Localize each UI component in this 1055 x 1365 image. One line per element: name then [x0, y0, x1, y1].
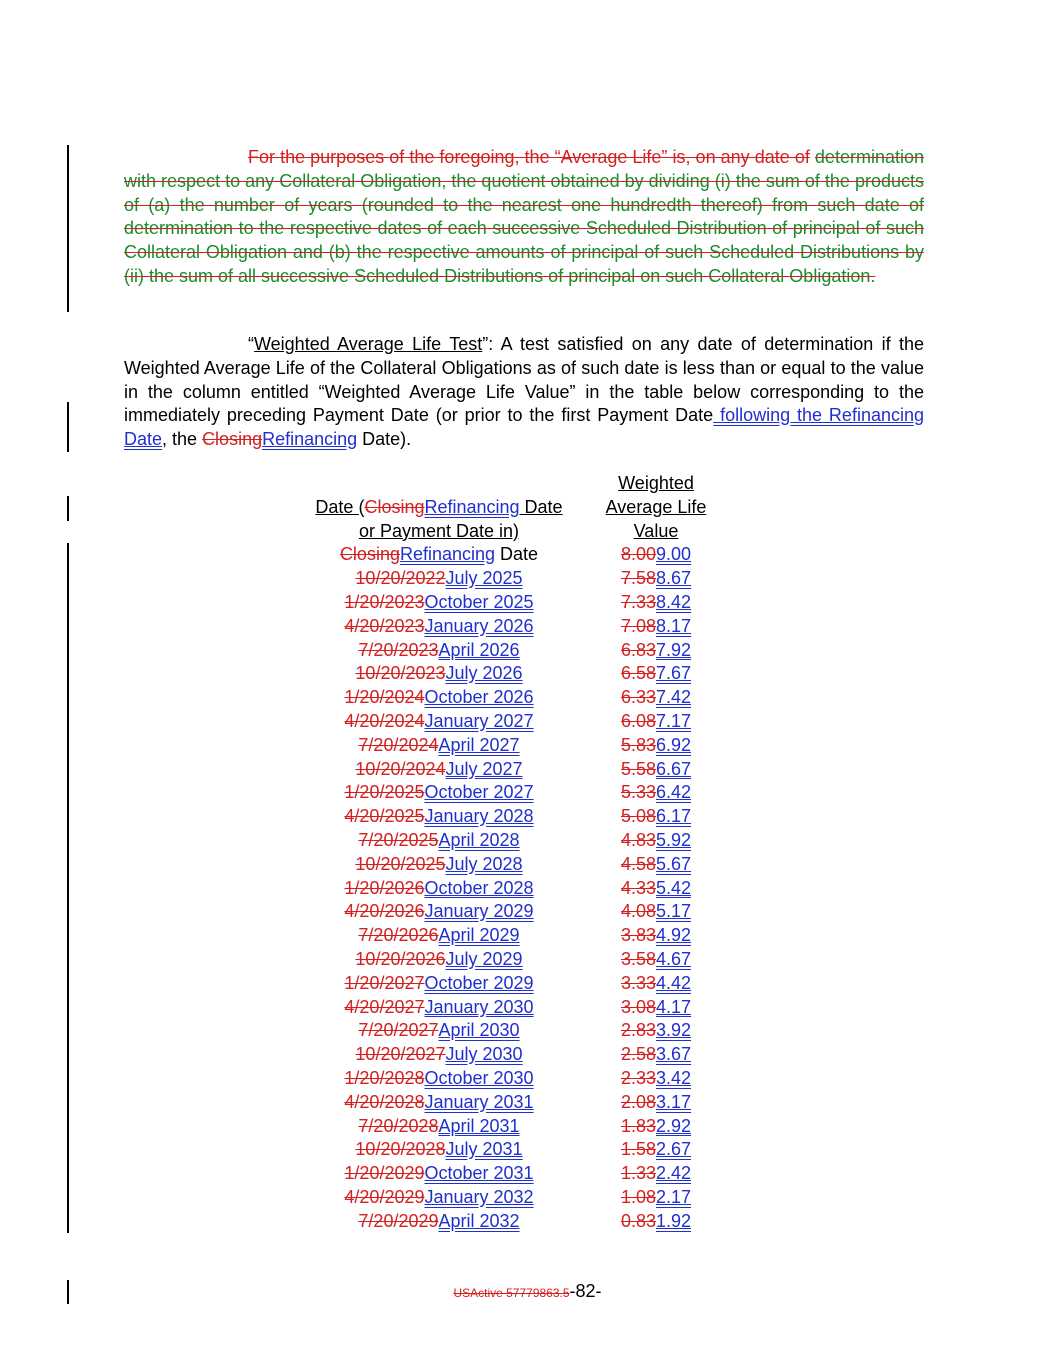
- deleted-value: 6.83: [620, 639, 656, 660]
- deleted-value: 5.83: [620, 734, 656, 755]
- deleted-value: 1.83: [620, 1115, 656, 1136]
- table-row: [300, 924, 750, 948]
- table-row: [300, 853, 750, 877]
- table-row: [300, 1138, 750, 1162]
- table-row: [300, 1186, 750, 1210]
- inserted-date: July 2026: [445, 663, 523, 684]
- inserted-value: 6.92: [656, 734, 692, 755]
- inserted-value: 5.17: [656, 901, 692, 922]
- deleted-date: 4/20/2028: [344, 1091, 425, 1112]
- weighted-average-life-table: [300, 472, 750, 1234]
- deleted-value: 1.33: [620, 1163, 656, 1184]
- table-row: [300, 1019, 750, 1043]
- inserted-value: 2.17: [656, 1186, 692, 1207]
- change-bar: [67, 543, 69, 1233]
- inserted-value: 1.92: [656, 1210, 692, 1231]
- table-row: [300, 567, 750, 591]
- inserted-value: 7.92: [656, 639, 692, 660]
- deleted-date: 10/20/2025: [355, 853, 446, 874]
- header-col2-line3: Value: [633, 520, 679, 541]
- inserted-date: April 2031: [438, 1115, 520, 1136]
- deleted-value: 1.58: [620, 1139, 656, 1160]
- table-row: [300, 591, 750, 615]
- body-text: A test satisfied on any date of determination if the Weighted Average Life of the Collateral Obligations as of such date is less than or equal to the value in the column entitled “Weighted Average Life Value” in the table below corresponding to the immediately preceding Payment Date (or prior to the first Payment Date: [124, 334, 925, 426]
- inserted-text: Refinancing: [262, 429, 358, 450]
- inserted-value: 7.67: [656, 663, 692, 684]
- inserted-date: July 2025: [445, 568, 523, 589]
- table-header-row: [300, 496, 750, 520]
- table-row: [300, 734, 750, 758]
- deleted-date: 7/20/2026: [358, 925, 439, 946]
- header-col2-line2: Average Life: [605, 496, 707, 517]
- average-life-definition: [124, 146, 924, 289]
- inserted-value: 2.67: [656, 1139, 692, 1160]
- header-col1-line2: or Payment Date in): [358, 520, 520, 541]
- inserted-date: January 2027: [424, 710, 534, 731]
- deleted-value: 4.33: [620, 877, 656, 898]
- table-row: [300, 543, 750, 567]
- table-row: [300, 1162, 750, 1186]
- inserted-value: 4.42: [656, 972, 692, 993]
- inserted-value: 5.42: [656, 877, 692, 898]
- inserted-date: October 2029: [424, 972, 534, 993]
- inserted-date: January 2029: [424, 901, 534, 922]
- deleted-value: 5.08: [620, 806, 656, 827]
- table-row: [300, 710, 750, 734]
- deleted-date: 7/20/2028: [358, 1115, 439, 1136]
- inserted-date: April 2027: [438, 734, 520, 755]
- inserted-value: 7.17: [656, 710, 692, 731]
- deleted-value: 2.58: [620, 1044, 656, 1065]
- deleted-text: Closing: [202, 429, 263, 450]
- deleted-value: 6.58: [620, 663, 656, 684]
- inserted-date: April 2026: [438, 639, 520, 660]
- deleted-date: 7/20/2027: [358, 1020, 439, 1041]
- deleted-value: 7.33: [620, 591, 656, 612]
- deleted-date: 1/20/2025: [344, 782, 425, 803]
- table-row: [300, 639, 750, 663]
- table-row: [300, 1043, 750, 1067]
- deleted-date: 10/20/2028: [355, 1139, 446, 1160]
- deleted-date: 10/20/2022: [355, 568, 446, 589]
- inserted-date: July 2028: [445, 853, 523, 874]
- inserted-value: 3.42: [656, 1067, 692, 1088]
- inserted-value: 8.17: [656, 615, 692, 636]
- table-row: [300, 805, 750, 829]
- table-row: [300, 996, 750, 1020]
- deleted-value: 6.08: [620, 710, 656, 731]
- inserted-value: 8.42: [656, 591, 692, 612]
- inserted-date: October 2031: [424, 1163, 534, 1184]
- header-col1-prefix: Date (: [315, 496, 365, 517]
- deleted-value: 3.58: [620, 948, 656, 969]
- table-row: [300, 900, 750, 924]
- inserted-date: January 2031: [424, 1091, 534, 1112]
- table-row: [300, 781, 750, 805]
- inserted-date: Refinancing: [399, 544, 496, 565]
- deleted-value: 3.83: [620, 925, 656, 946]
- table-body: [300, 567, 750, 1233]
- deleted-value: 7.08: [620, 615, 656, 636]
- deleted-value: 6.33: [620, 687, 656, 708]
- inserted-text: Refinancing: [424, 496, 520, 517]
- deleted-date: 7/20/2029: [358, 1210, 439, 1231]
- inserted-value: 2.92: [656, 1115, 692, 1136]
- deleted-value: 5.33: [620, 782, 656, 803]
- defined-term: Weighted Average Life Test: [254, 334, 483, 354]
- deleted-value: 4.83: [620, 829, 656, 850]
- weighted-average-life-test: [124, 333, 924, 452]
- deleted-date: 7/20/2025: [358, 829, 439, 850]
- inserted-date: April 2030: [438, 1020, 520, 1041]
- inserted-date: January 2028: [424, 806, 534, 827]
- deleted-value: 7.58: [620, 568, 656, 589]
- inserted-date: July 2031: [445, 1139, 523, 1160]
- inserted-value: 4.17: [656, 996, 692, 1017]
- table-row: [300, 1115, 750, 1139]
- inserted-value: 3.67: [656, 1044, 692, 1065]
- deleted-date: 1/20/2026: [344, 877, 425, 898]
- deleted-value: 1.08: [620, 1186, 656, 1207]
- deleted-date: 7/20/2024: [358, 734, 439, 755]
- deleted-text: determination with respect to any Collateral Obligation, the quotient obtained by dividing (i) the sum of the products of (a) the number of years (rounded to the nearest one hundredth thereof) from such date of determination to the respective dates of each successive Scheduled Distribution of principal of such Collateral Obligation and (b) the respective amounts of principal of such Scheduled Distributions by (ii) the sum of all successive Scheduled Distributions of principal on such Collateral Obligation.: [124, 147, 924, 286]
- inserted-date: October 2025: [424, 591, 534, 612]
- inserted-date: January 2026: [424, 615, 534, 636]
- header-col1-suffix: Date: [519, 496, 563, 517]
- inserted-value: 9.00: [656, 544, 692, 565]
- change-bar: [67, 145, 69, 312]
- deleted-date: 1/20/2029: [344, 1163, 425, 1184]
- inserted-date: January 2032: [424, 1186, 534, 1207]
- deleted-date: 4/20/2026: [344, 901, 425, 922]
- deleted-date: 4/20/2029: [344, 1186, 425, 1207]
- body-text: , the: [162, 429, 203, 450]
- deleted-value: 2.08: [620, 1091, 656, 1112]
- table-row: [300, 1210, 750, 1234]
- inserted-date: January 2030: [424, 996, 534, 1017]
- deleted-date: Closing: [339, 544, 400, 565]
- deleted-value: 8.00: [620, 544, 656, 565]
- document-id: USActive 57779863.5: [453, 1286, 570, 1300]
- page-number: -82-: [569, 1281, 602, 1301]
- inserted-value: 5.92: [656, 829, 692, 850]
- table-row: [300, 615, 750, 639]
- deleted-value: 2.83: [620, 1020, 656, 1041]
- inserted-date: October 2026: [424, 687, 534, 708]
- quote-mark: “: [248, 334, 254, 354]
- deleted-date: 10/20/2027: [355, 1044, 446, 1065]
- table-row: [300, 948, 750, 972]
- deleted-date: 4/20/2024: [344, 710, 425, 731]
- table-header-row: [300, 520, 750, 544]
- table-header-row: [300, 472, 750, 496]
- inserted-date: April 2028: [438, 829, 520, 850]
- change-bar: [67, 402, 69, 452]
- table-row: [300, 877, 750, 901]
- table-row: [300, 1067, 750, 1091]
- deleted-value: 3.08: [620, 996, 656, 1017]
- deleted-date: 4/20/2027: [344, 996, 425, 1017]
- deleted-date: 10/20/2023: [355, 663, 446, 684]
- deleted-value: 5.58: [620, 758, 656, 779]
- inserted-value: 8.67: [656, 568, 692, 589]
- table-row: [300, 758, 750, 782]
- page-footer: [0, 1281, 1055, 1302]
- deleted-text: Closing: [364, 496, 425, 517]
- inserted-value: 6.67: [656, 758, 692, 779]
- deleted-value: 3.33: [620, 972, 656, 993]
- inserted-date: July 2030: [445, 1044, 523, 1065]
- inserted-date: April 2029: [438, 925, 520, 946]
- deleted-text: For the purposes of the foregoing, the “Average Life” is, on any date of: [248, 147, 810, 167]
- inserted-value: 3.92: [656, 1020, 692, 1041]
- inserted-date: July 2027: [445, 758, 523, 779]
- inserted-value: 7.42: [656, 687, 692, 708]
- deleted-date: 7/20/2023: [358, 639, 439, 660]
- table-row: [300, 1091, 750, 1115]
- inserted-date: July 2029: [445, 948, 523, 969]
- inserted-value: 5.67: [656, 853, 692, 874]
- deleted-value: 0.83: [620, 1210, 656, 1231]
- deleted-date: 1/20/2028: [344, 1067, 425, 1088]
- inserted-text: following the Refinancing Date: [124, 405, 924, 450]
- inserted-value: 6.17: [656, 806, 692, 827]
- table-row: [300, 829, 750, 853]
- body-text: Date).: [357, 429, 412, 450]
- inserted-date: October 2030: [424, 1067, 534, 1088]
- deleted-value: 2.33: [620, 1067, 656, 1088]
- change-bar: [67, 496, 69, 521]
- deleted-date: 10/20/2026: [355, 948, 446, 969]
- deleted-value: 4.08: [620, 901, 656, 922]
- table-row: [300, 686, 750, 710]
- date-text: Date: [495, 544, 539, 565]
- deleted-date: 4/20/2023: [344, 615, 425, 636]
- deleted-date: 1/20/2023: [344, 591, 425, 612]
- inserted-value: 4.67: [656, 948, 692, 969]
- inserted-value: 2.42: [656, 1163, 692, 1184]
- deleted-date: 4/20/2025: [344, 806, 425, 827]
- table-row: [300, 662, 750, 686]
- deleted-date: 1/20/2024: [344, 687, 425, 708]
- inserted-value: 6.42: [656, 782, 692, 803]
- inserted-date: October 2027: [424, 782, 534, 803]
- deleted-date: 10/20/2024: [355, 758, 446, 779]
- inserted-date: October 2028: [424, 877, 534, 898]
- table-row: [300, 972, 750, 996]
- inserted-value: 4.92: [656, 925, 692, 946]
- inserted-date: April 2032: [438, 1210, 520, 1231]
- quote-mark: ”:: [482, 334, 494, 354]
- inserted-value: 3.17: [656, 1091, 692, 1112]
- header-col2-line1: Weighted: [618, 473, 694, 493]
- deleted-date: 1/20/2027: [344, 972, 425, 993]
- deleted-value: 4.58: [620, 853, 656, 874]
